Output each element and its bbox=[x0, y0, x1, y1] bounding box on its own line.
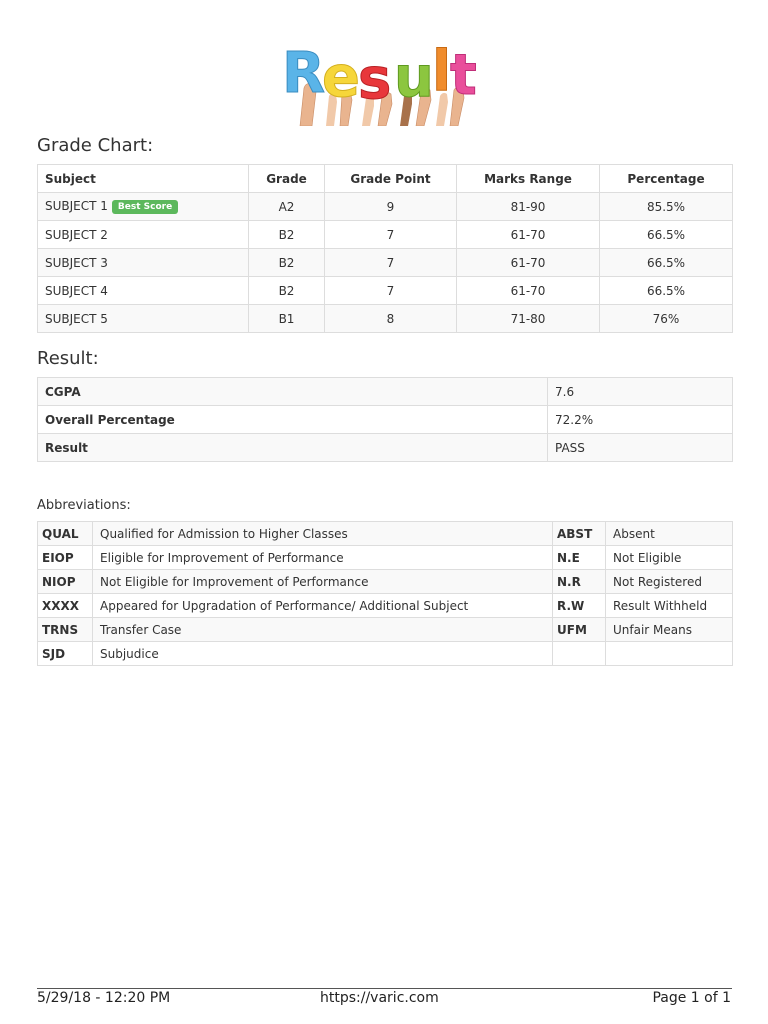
table-row bbox=[38, 594, 733, 618]
abbr-code: UFM bbox=[553, 618, 606, 642]
result-label: Result bbox=[38, 434, 548, 462]
abbr-description: Unfair Means bbox=[606, 618, 733, 642]
result-title: Result: bbox=[37, 348, 99, 369]
abbr-code: EIOP bbox=[38, 546, 93, 570]
subject-cell: SUBJECT 4 bbox=[38, 277, 249, 305]
abbr-code: XXXX bbox=[38, 594, 93, 618]
cgpa-label: CGPA bbox=[38, 378, 548, 406]
abbr-description: Not Eligible bbox=[606, 546, 733, 570]
overall-percentage-label: Overall Percentage bbox=[38, 406, 548, 434]
result-table bbox=[37, 377, 733, 462]
abbr-description: Eligible for Improvement of Performance bbox=[93, 546, 553, 570]
table-row bbox=[38, 378, 733, 406]
table-row bbox=[38, 193, 733, 221]
abbr-code: TRNS bbox=[38, 618, 93, 642]
grade-point-cell: 7 bbox=[325, 277, 457, 305]
subject-cell: SUBJECT 5 bbox=[38, 305, 249, 333]
grade-header-row bbox=[38, 165, 733, 193]
percentage-cell: 66.5% bbox=[600, 221, 733, 249]
marks-range-cell: 61-70 bbox=[457, 221, 600, 249]
percentage-cell: 66.5% bbox=[600, 277, 733, 305]
abbr-description: Result Withheld bbox=[606, 594, 733, 618]
grade-cell: A2 bbox=[249, 193, 325, 221]
table-row bbox=[38, 221, 733, 249]
header-grade: Grade bbox=[249, 165, 325, 193]
percentage-cell: 76% bbox=[600, 305, 733, 333]
abbr-code: R.W bbox=[553, 594, 606, 618]
footer-page-number: Page 1 of 1 bbox=[652, 990, 731, 1006]
abbr-description: Not Registered bbox=[606, 570, 733, 594]
logo-letter-l: l bbox=[432, 39, 452, 104]
footer-divider bbox=[37, 988, 732, 989]
abbr-code: QUAL bbox=[38, 522, 93, 546]
abbr-code: NIOP bbox=[38, 570, 93, 594]
abbr-description: Absent bbox=[606, 522, 733, 546]
header-subject: Subject bbox=[38, 165, 249, 193]
subject-cell bbox=[38, 193, 249, 221]
logo-letter-u: u bbox=[394, 45, 434, 110]
grade-point-cell: 7 bbox=[325, 221, 457, 249]
table-row bbox=[38, 546, 733, 570]
abbr-description: Qualified for Admission to Higher Classes bbox=[93, 522, 553, 546]
abbr-description bbox=[606, 642, 733, 666]
table-row bbox=[38, 406, 733, 434]
table-row bbox=[38, 522, 733, 546]
table-row bbox=[38, 249, 733, 277]
abbr-description: Not Eligible for Improvement of Performance bbox=[93, 570, 553, 594]
percentage-cell: 85.5% bbox=[600, 193, 733, 221]
subject-cell: SUBJECT 3 bbox=[38, 249, 249, 277]
table-row bbox=[38, 277, 733, 305]
abbr-code bbox=[553, 642, 606, 666]
logo-letter-s: s bbox=[358, 47, 392, 112]
grade-cell: B1 bbox=[249, 305, 325, 333]
abbr-code: N.E bbox=[553, 546, 606, 570]
grade-point-cell: 8 bbox=[325, 305, 457, 333]
header-percentage: Percentage bbox=[600, 165, 733, 193]
table-row bbox=[38, 570, 733, 594]
header-grade-point: Grade Point bbox=[325, 165, 457, 193]
table-row bbox=[38, 618, 733, 642]
logo-letter-t: t bbox=[450, 43, 477, 108]
header-marks-range: Marks Range bbox=[457, 165, 600, 193]
abbr-description: Transfer Case bbox=[93, 618, 553, 642]
grade-point-cell: 7 bbox=[325, 249, 457, 277]
logo-letter-e: e bbox=[322, 45, 360, 110]
best-score-badge: Best Score bbox=[112, 200, 178, 214]
table-row bbox=[38, 642, 733, 666]
result-value: PASS bbox=[548, 434, 733, 462]
overall-percentage-value: 72.2% bbox=[548, 406, 733, 434]
result-logo-image bbox=[282, 30, 486, 126]
grade-cell: B2 bbox=[249, 221, 325, 249]
abbr-description: Appeared for Upgradation of Performance/ Additional Subject bbox=[93, 594, 553, 618]
abbreviations-title: Abbreviations: bbox=[37, 498, 131, 513]
abbreviations-table bbox=[37, 521, 733, 666]
table-row bbox=[38, 434, 733, 462]
grade-cell: B2 bbox=[249, 277, 325, 305]
subject-name: SUBJECT 1 bbox=[45, 199, 108, 213]
subject-cell: SUBJECT 2 bbox=[38, 221, 249, 249]
table-row bbox=[38, 305, 733, 333]
grade-chart-title: Grade Chart: bbox=[37, 135, 154, 156]
abbr-description: Subjudice bbox=[93, 642, 553, 666]
footer-url[interactable]: https://varic.com bbox=[320, 990, 439, 1006]
marks-range-cell: 81-90 bbox=[457, 193, 600, 221]
abbr-code: ABST bbox=[553, 522, 606, 546]
abbr-code: N.R bbox=[553, 570, 606, 594]
logo-letter-r: R bbox=[282, 41, 326, 106]
marks-range-cell: 61-70 bbox=[457, 249, 600, 277]
marks-range-cell: 61-70 bbox=[457, 277, 600, 305]
abbr-code: SJD bbox=[38, 642, 93, 666]
grade-chart-table bbox=[37, 164, 733, 333]
grade-point-cell: 9 bbox=[325, 193, 457, 221]
marks-range-cell: 71-80 bbox=[457, 305, 600, 333]
cgpa-value: 7.6 bbox=[548, 378, 733, 406]
grade-cell: B2 bbox=[249, 249, 325, 277]
footer-datetime: 5/29/18 - 12:20 PM bbox=[37, 990, 171, 1006]
percentage-cell: 66.5% bbox=[600, 249, 733, 277]
